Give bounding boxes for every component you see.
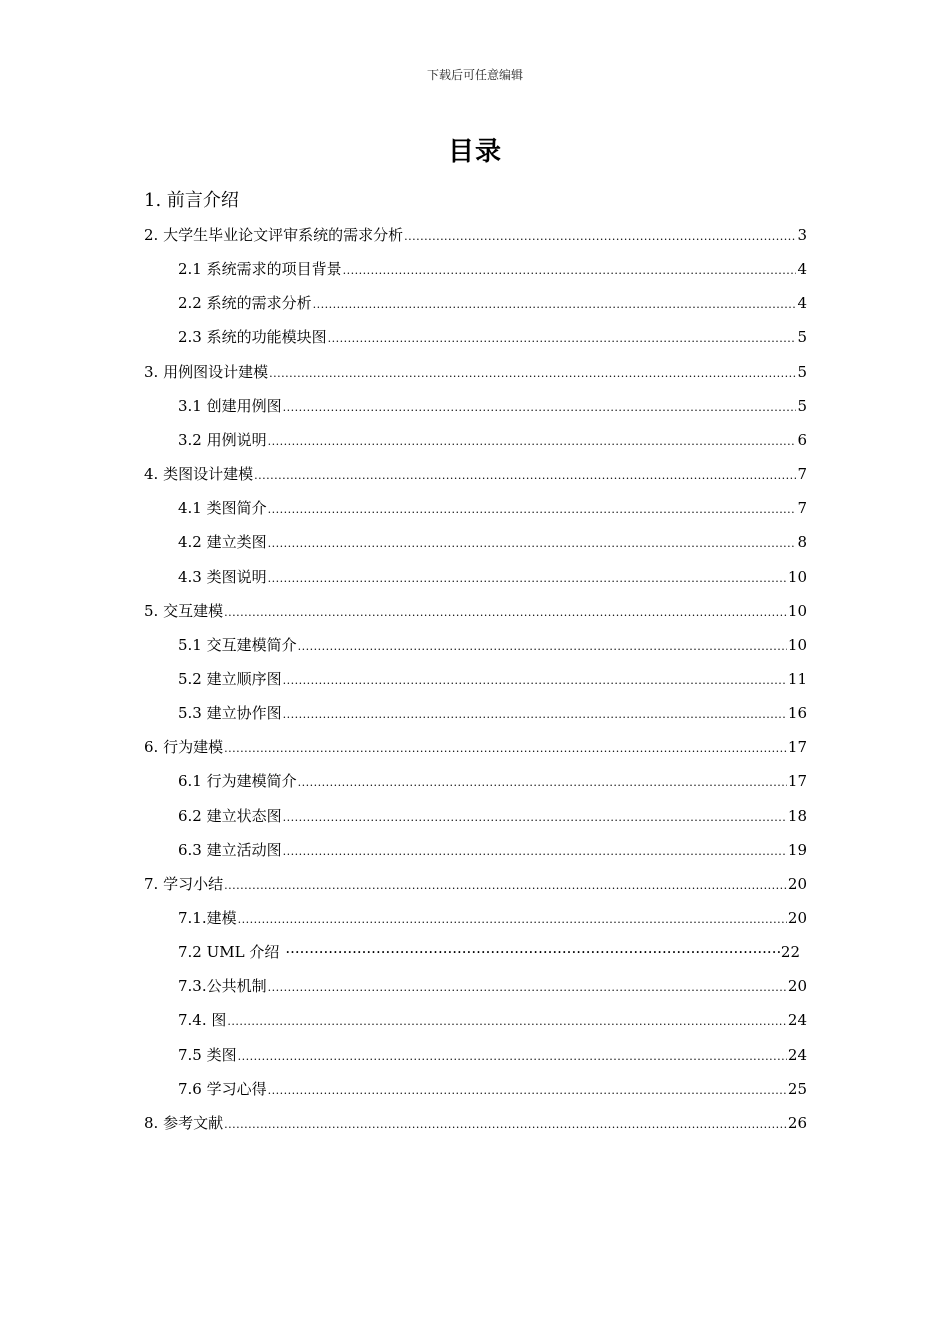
toc-entry-label: 4.1 类图简介 (178, 499, 267, 518)
toc-entry-page-number: 7 (797, 465, 807, 484)
toc-entry[interactable] (178, 525, 807, 559)
toc-leader-dots (269, 357, 796, 391)
toc-leader-dots (268, 971, 787, 1005)
toc-entry[interactable] (178, 696, 807, 730)
toc-entry[interactable] (144, 1106, 807, 1140)
toc-entry[interactable] (144, 594, 807, 628)
toc-entry-label: 5.3 建立协作图 (178, 704, 282, 723)
toc-entry-page-number: 8 (797, 533, 807, 552)
toc-entry-label: 3.2 用例说明 (178, 430, 267, 449)
toc-entry-page-number: 20 (787, 909, 807, 927)
toc-entry-label: 7.4. 图 (178, 1011, 227, 1030)
toc-entry[interactable] (178, 764, 807, 798)
toc-leader-dots (404, 220, 796, 254)
toc-entry-label: 3. 用例图设计建模 (144, 362, 269, 381)
toc-entry-page-number: 5 (797, 328, 807, 347)
toc-entry[interactable] (144, 457, 807, 491)
toc-leader-dots (268, 527, 797, 561)
toc-entry[interactable] (178, 389, 807, 423)
toc-entry-label: 5.1 交互建模简介 (178, 635, 297, 654)
toc-entry-label: 2.2 系统的需求分析 (178, 294, 312, 313)
toc-entry-page-number: 10 (787, 601, 807, 620)
toc-entry[interactable] (178, 901, 807, 935)
toc-entry-label: 4. 类图设计建模 (144, 465, 254, 484)
toc-leader-dots (268, 425, 797, 459)
toc-entry[interactable] (178, 969, 807, 1003)
toc-leader-dots (285, 935, 780, 969)
toc-leader-dots (283, 801, 787, 835)
toc-leader-dots (268, 562, 787, 596)
toc-entry-page-number: 22 (780, 943, 800, 962)
toc-entry-page-number: 17 (787, 738, 807, 757)
toc-entry-label: 6. 行为建模 (144, 738, 224, 757)
toc-entry-label: 2.3 系统的功能模块图 (178, 328, 327, 347)
toc-leader-dots (268, 1074, 787, 1108)
toc-entry[interactable] (144, 218, 807, 252)
toc-entry-page-number: 10 (787, 567, 807, 586)
toc-entry-label: 6.2 建立状态图 (178, 806, 282, 825)
toc-entry-label: 7. 学习小结 (144, 874, 224, 893)
toc-leader-dots (343, 254, 797, 288)
page-header: 下载后可任意编辑 (426, 68, 523, 82)
toc-entry[interactable] (178, 799, 807, 833)
toc-entry-label: 6.1 行为建模简介 (178, 772, 297, 791)
toc-entry[interactable] (178, 491, 807, 525)
toc-entry[interactable] (178, 286, 807, 320)
toc-leader-dots (328, 322, 797, 356)
toc-leader-dots (227, 1005, 787, 1039)
toc-entry-page-number: 6 (797, 430, 807, 449)
toc-entry-label: 7.3.公共机制 (178, 977, 267, 996)
toc-entry-page-number: 3 (797, 226, 807, 244)
toc-entry[interactable] (144, 730, 807, 764)
page-title: 目录 (447, 137, 502, 167)
toc-entry-page-number: 5 (797, 396, 807, 415)
toc-leader-dots (224, 869, 787, 903)
toc-entry-page-number: 25 (787, 1079, 807, 1098)
toc-leader-dots (298, 630, 787, 664)
toc-entry-page-number: 20 (787, 977, 807, 996)
toc-entry-page-number: 19 (787, 840, 807, 859)
toc-leader-dots (238, 903, 787, 937)
toc-entry[interactable] (178, 560, 807, 594)
toc-intro-heading: 1. 前言介绍 (144, 190, 239, 211)
toc-entry-label: 7.6 学习心得 (178, 1079, 267, 1098)
toc-entry[interactable] (178, 1003, 807, 1037)
toc-entry-label: 7.1.建模 (178, 909, 237, 927)
toc-entry-page-number: 18 (787, 806, 807, 825)
toc-entry[interactable] (178, 935, 800, 969)
toc-leader-dots (283, 698, 787, 732)
toc-entry-page-number: 16 (787, 704, 807, 723)
toc-entry-page-number: 17 (787, 772, 807, 791)
toc-entry-page-number: 20 (787, 874, 807, 893)
toc-entry[interactable] (178, 662, 807, 696)
toc-entry-label: 4.3 类图说明 (178, 567, 267, 586)
toc-leader-dots (224, 596, 787, 630)
toc-entry-page-number: 10 (787, 635, 807, 654)
toc-entry-page-number: 26 (787, 1113, 807, 1132)
toc-entry-label: 2.1 系统需求的项目背景 (178, 260, 342, 279)
toc-leader-dots (238, 1040, 787, 1074)
toc-leader-dots (283, 664, 787, 698)
toc-entry-label: 8. 参考文献 (144, 1113, 224, 1132)
toc-entry[interactable] (178, 1072, 807, 1106)
toc-entry[interactable] (144, 867, 807, 901)
toc-entry-label: 2. 大学生毕业论文评审系统的需求分析 (144, 226, 404, 244)
toc-leader-dots (283, 391, 797, 425)
toc-entry-page-number: 4 (797, 260, 807, 279)
toc-entry-page-number: 7 (797, 499, 807, 518)
toc-entry-label: 6.3 建立活动图 (178, 840, 282, 859)
toc-entry-label: 7.5 类图 (178, 1045, 237, 1064)
toc-entry-label: 4.2 建立类图 (178, 533, 267, 552)
toc-entry-page-number: 24 (787, 1045, 807, 1064)
toc-leader-dots (268, 493, 797, 527)
toc-entry-label: 5. 交互建模 (144, 601, 224, 620)
toc-leader-dots (254, 459, 796, 493)
toc-entry-page-number: 24 (787, 1011, 807, 1030)
toc-entry-label: 5.2 建立顺序图 (178, 669, 282, 688)
toc-leader-dots (224, 732, 787, 766)
toc-entry[interactable] (178, 628, 807, 662)
toc-entry[interactable] (178, 320, 807, 354)
toc-leader-dots (313, 288, 797, 322)
toc-entry-page-number: 5 (797, 362, 807, 381)
toc-entry-page-number: 4 (797, 294, 807, 313)
toc-entry-page-number: 11 (787, 669, 807, 688)
toc-leader-dots (283, 835, 787, 869)
toc-entry[interactable] (144, 355, 807, 389)
toc-entry-label: 7.2 UML 介绍 (178, 943, 280, 962)
toc-entry[interactable] (178, 252, 807, 286)
toc-leader-dots (298, 766, 787, 800)
toc-entry[interactable] (178, 423, 807, 457)
toc-entry[interactable] (178, 1038, 807, 1072)
toc-leader-dots (224, 1108, 787, 1142)
toc-entry[interactable] (178, 833, 807, 867)
toc-entry-label: 3.1 创建用例图 (178, 396, 282, 415)
